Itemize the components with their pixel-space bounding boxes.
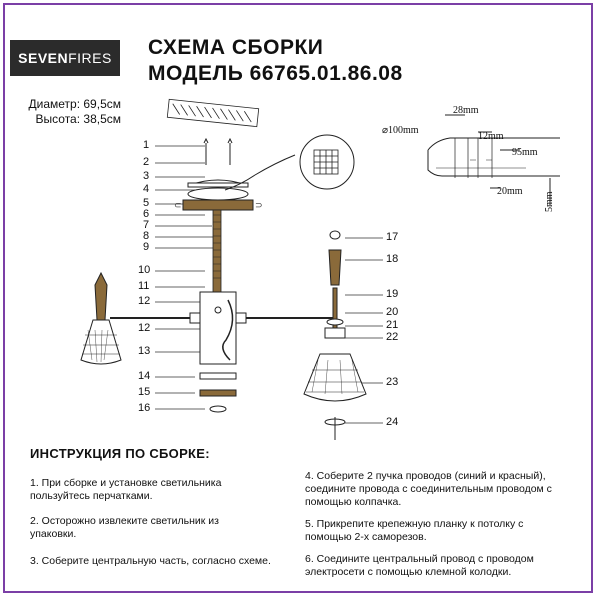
part-num-11: 11 <box>138 280 150 292</box>
detail-12mm: 12mm <box>478 131 504 142</box>
instruction-step-3: 3. Соберите центральную часть, согласно схеме. <box>30 555 271 567</box>
part-num-6: 6 <box>143 208 150 220</box>
detail-drawing <box>428 115 560 205</box>
connector-block-icon <box>314 150 338 174</box>
instruction-step-4: 4. Соберите 2 пучка проводов (синий и красный), соедините провода с соединительным проводом с помощью колпачка. <box>305 470 552 508</box>
screw-right-icon: ⊃ <box>255 200 263 210</box>
diameter-label: Диаметр: 69,5см <box>28 97 121 111</box>
instruction-step-6: 6. Соедините центральный провод с проводом электросети с помощью клемной колодки. <box>305 553 534 578</box>
part-num-21: 21 <box>386 319 399 331</box>
detail-95mm: 95mm <box>512 147 538 158</box>
part-num-7: 7 <box>143 219 150 231</box>
part-num-19: 19 <box>386 288 399 300</box>
model-title: МОДЕЛЬ 66765.01.86.08 <box>148 62 403 85</box>
washers <box>200 373 236 412</box>
lamp-right-parts <box>304 231 366 440</box>
arm-left-nut <box>190 313 200 323</box>
part-num-13: 13 <box>138 345 151 357</box>
part-num-1: 1 <box>143 139 150 151</box>
part-num-14: 14 <box>138 370 151 382</box>
nut-icon <box>215 307 221 313</box>
part-num-5: 5 <box>143 197 150 209</box>
ceiling-bracket <box>188 139 248 200</box>
central-rod <box>213 210 221 292</box>
detail-5mm: 5mm <box>544 191 555 212</box>
part-num-8: 8 <box>143 230 150 242</box>
part-num-20: 20 <box>386 306 399 318</box>
brand-bold: SEVEN <box>18 50 69 66</box>
part-num-16: 16 <box>138 402 151 414</box>
brand-rest: FIRES <box>68 50 112 66</box>
part-num-2: 2 <box>143 156 150 168</box>
instruction-step-1: 1. При сборке и установке светильника пользуйтесь перчатками. <box>30 477 222 502</box>
part-num-24: 24 <box>386 416 399 428</box>
detail-28mm: 28mm <box>453 105 479 116</box>
part-num-15: 15 <box>138 386 151 398</box>
detail-20mm: 20mm <box>497 186 523 197</box>
part-num-22: 22 <box>386 331 399 343</box>
height-label: Высота: 38,5см <box>35 112 121 126</box>
instructions-heading: ИНСТРУКЦИЯ ПО СБОРКЕ: <box>30 446 210 461</box>
part-num-12b: 12 <box>138 322 151 334</box>
canopy-base <box>183 200 253 210</box>
part-num-9: 9 <box>143 241 150 253</box>
instruction-step-5: 5. Прикрепите крепежную планку к потолку с помощью 2-х саморезов. <box>305 518 524 543</box>
part-num-17: 17 <box>386 231 399 243</box>
part-num-4: 4 <box>143 183 150 195</box>
page-title: СХЕМА СБОРКИ <box>148 36 324 59</box>
screw-left-icon: ⊂ <box>174 200 182 210</box>
detail-100mm: ⌀100mm <box>382 125 419 136</box>
part-num-10: 10 <box>138 264 151 276</box>
arm-right-nut <box>236 313 246 323</box>
part-num-3: 3 <box>143 170 150 182</box>
screws-illustration <box>167 99 258 126</box>
part-num-18: 18 <box>386 253 399 265</box>
part-num-23: 23 <box>386 376 399 388</box>
instruction-step-2: 2. Осторожно извлеките светильник из упаковки. <box>30 515 219 540</box>
part-num-12a: 12 <box>138 295 151 307</box>
